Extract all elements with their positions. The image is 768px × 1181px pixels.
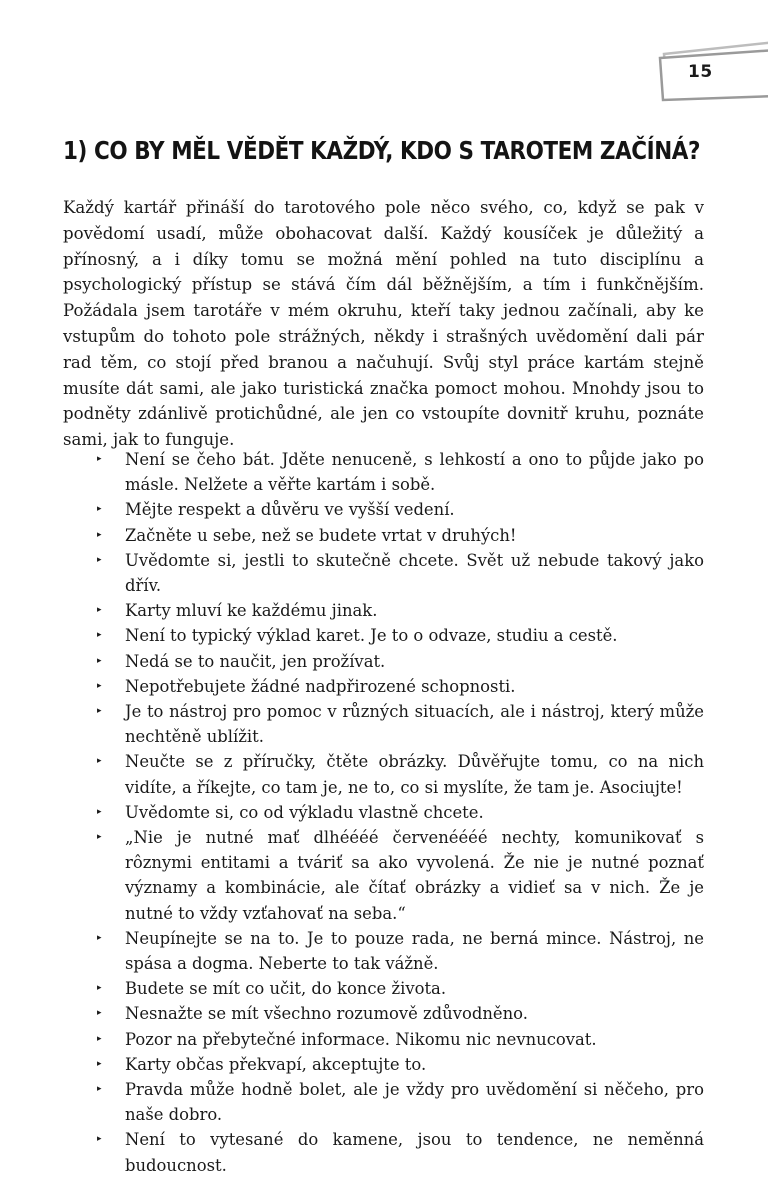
- bullet-triangle-icon: ▸: [97, 605, 102, 616]
- list-item: [63, 825, 704, 926]
- list-item-text: Uvědomte si, jestli to skutečně chcete. Svět už nebude takový jako dřív.: [125, 550, 704, 596]
- list-item: [63, 749, 704, 799]
- bullet-triangle-icon: ▸: [97, 1033, 102, 1044]
- bullet-triangle-icon: ▸: [97, 680, 102, 691]
- page-tab-frame-icon: [658, 40, 768, 102]
- list-item-text: Začněte u sebe, než se budete vrtat v druhých!: [125, 525, 517, 545]
- list-item: [63, 623, 704, 648]
- bullet-triangle-icon: ▸: [97, 1008, 102, 1019]
- list-item: [63, 1077, 704, 1127]
- list-item: [63, 800, 704, 825]
- bullet-triangle-icon: ▸: [97, 655, 102, 666]
- list-item-text: Nedá se to naučit, jen prožívat.: [125, 651, 386, 671]
- bullet-triangle-icon: ▸: [97, 983, 102, 994]
- tips-list: [63, 447, 704, 1178]
- list-item-text: Není se čeho bát. Jděte nenuceně, s lehkostí a ono to půjde jako po másle. Nelžete a věřte kartám i sobě.: [125, 450, 704, 495]
- section-heading: 1) CO BY MĚL VĚDĚT KAŽDÝ, KDO S TAROTEM ZAČÍNÁ?: [63, 136, 701, 165]
- page-number-tab: [658, 40, 768, 102]
- list-item: [63, 1001, 704, 1026]
- bullet-triangle-icon: ▸: [97, 706, 102, 717]
- list-item-text: Není to vytesané do kamene, jsou to tendence, ne neměnná budoucnost.: [125, 1130, 704, 1175]
- list-item-text: Je to nástroj pro pomoc v různých situacích, ale i nástroj, který může nechtěně ublížit.: [125, 702, 704, 747]
- bullet-triangle-icon: ▸: [97, 554, 102, 565]
- bullet-triangle-icon: ▸: [97, 806, 102, 817]
- bullet-triangle-icon: ▸: [97, 1058, 102, 1069]
- list-item: [63, 699, 704, 749]
- list-item-text: Karty občas překvapí, akceptujte to.: [125, 1054, 427, 1074]
- list-item: [63, 1027, 704, 1052]
- list-item: [63, 598, 704, 623]
- intro-paragraph: Každý kartář přináší do tarotového pole něco svého, co, když se pak v povědomí usadí, může obohacovat další. Každý kousíček je důležitý a přínosný, a i díky tomu se možná mění pohled na tuto disciplínu a psychologický přístup se stává čím dál běžnějším, a tím i funkčnějším. Požádala jsem tarotáře v mém okruhu, kteří taky jednou začínali, aby ke vstupům do tohoto pole strážných, někdy i strašných uvědomění dali pár rad těm, co stojí před branou a načuhují. Svůj styl práce kartám stejně musíte dát sami, ale jako turistická značka pomoct mohou. Mnohdy jsou to podněty zdánlivě protichůdné, ale jen co vstoupíte dovnitř kruhu, poznáte sami, jak to funguje.: [63, 198, 704, 450]
- list-item: [63, 649, 704, 674]
- list-item: [63, 674, 704, 699]
- list-item-text: Mějte respekt a důvěru ve vyšší vedení.: [125, 500, 455, 520]
- bullet-triangle-icon: ▸: [97, 454, 102, 464]
- list-item-text: Budete se mít co učit, do konce života.: [125, 979, 447, 999]
- bullet-triangle-icon: ▸: [97, 832, 102, 843]
- list-item: [63, 523, 704, 548]
- bullet-triangle-icon: ▸: [97, 1134, 102, 1145]
- list-item: [63, 926, 704, 976]
- bullet-triangle-icon: ▸: [97, 932, 102, 943]
- list-item-text: Neupínejte se na to. Je to pouze rada, ne berná mince. Nástroj, ne spása a dogma. Neberte to tak vážně.: [125, 928, 704, 974]
- list-item: [63, 447, 704, 497]
- bullet-triangle-icon: ▸: [97, 529, 102, 540]
- page-number: 15: [688, 62, 713, 82]
- list-item-text: Pravda může hodně bolet, ale je vždy pro uvědomění si něčeho, pro naše dobro.: [125, 1080, 704, 1125]
- list-item: [63, 497, 704, 522]
- list-item-text: „Nie je nutné mať dlhéééé červenéééé nechty, komunikovať s rôznymi entitami a tváriť sa ako vyvolená. Že nie je nutné poznať významy a kombinácie, ale čítať obrázky a vidieť sa v nich. Že je nutné to vždy vzťahovať na seba.“: [125, 828, 704, 923]
- list-item-text: Neučte se z příručky, čtěte obrázky. Důvěřujte tomu, co na nich vidíte, a říkejte, co tam je, ne to, co si myslíte, že tam je. Asociujte!: [125, 752, 704, 797]
- list-item: [63, 1052, 704, 1077]
- list-item: [63, 1127, 704, 1177]
- bullet-triangle-icon: ▸: [97, 1084, 102, 1095]
- list-item-text: Pozor na přebytečné informace. Nikomu nic nevnucovat.: [125, 1029, 597, 1049]
- list-item: [63, 976, 704, 1001]
- list-item: [63, 548, 704, 598]
- bullet-triangle-icon: ▸: [97, 504, 102, 515]
- list-item-text: Karty mluví ke každému jinak.: [125, 601, 378, 621]
- list-item-text: Není to typický výklad karet. Je to o odvaze, studiu a cestě.: [125, 626, 618, 646]
- bullet-triangle-icon: ▸: [97, 756, 102, 767]
- bullet-triangle-icon: ▸: [97, 630, 102, 641]
- list-item-text: Uvědomte si, co od výkladu vlastně chcete.: [125, 802, 484, 822]
- list-item-text: Nesnažte se mít všechno rozumově zdůvodněno.: [125, 1004, 528, 1024]
- list-item-text: Nepotřebujete žádné nadpřirozené schopnosti.: [125, 676, 516, 696]
